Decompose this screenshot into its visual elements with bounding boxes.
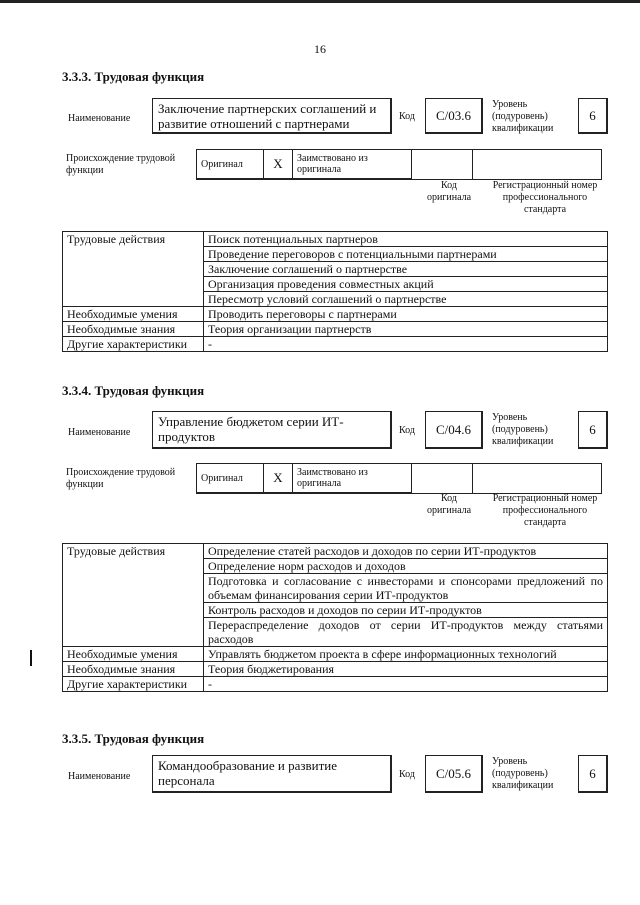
reg-number-label: Регистрационный номер профессионального стандарта (492, 180, 598, 215)
margin-mark (30, 650, 32, 666)
labor-action: Заключение соглашений о партнерстве (204, 262, 608, 277)
origin-label: Происхождение трудовой функции (66, 153, 176, 176)
code-original-label: Код оригинала (426, 493, 472, 516)
origin-label: Происхождение трудовой функции (66, 467, 176, 490)
code-original-label: Код оригинала (426, 180, 472, 203)
knowledge-value: Теория бюджетирования (204, 662, 608, 677)
function-code: C/03.6 (425, 98, 483, 134)
skills-value: Управлять бюджетом проекта в сфере информационных технологий (204, 647, 608, 662)
skills-label: Необходимые умения (63, 307, 204, 322)
name-label: Наименование (68, 427, 131, 438)
labor-action: Определение статей расходов и доходов по серии ИТ-продуктов (204, 544, 608, 559)
code-label: Код (399, 425, 415, 436)
labor-actions-table (62, 543, 608, 692)
reg-number-cell (473, 150, 602, 180)
labor-actions-label: Трудовые действия (63, 544, 204, 647)
function-name: Управление бюджетом серии ИТ-продуктов (152, 411, 392, 449)
labor-action: Проведение переговоров с потенциальными партнерами (204, 247, 608, 262)
section-heading: 3.3.5. Трудовая функция (62, 731, 205, 746)
code-label: Код (399, 111, 415, 122)
other-value: - (204, 677, 608, 692)
knowledge-value: Теория организации партнерств (204, 322, 608, 337)
labor-action: Определение норм расходов и доходов (204, 559, 608, 574)
origin-table (196, 149, 602, 180)
skills-value: Проводить переговоры с партнерами (204, 307, 608, 322)
labor-actions-table (62, 231, 608, 352)
function-name: Командообразование и развитие персонала (152, 755, 392, 793)
function-code: C/04.6 (425, 411, 483, 449)
section-heading: 3.3.4. Трудовая функция (62, 383, 205, 398)
labor-action: Контроль расходов и доходов по серии ИТ-продуктов (204, 603, 608, 618)
origin-table (196, 463, 602, 494)
code-label: Код (399, 769, 415, 780)
original-label: Оригинал (197, 464, 264, 494)
borrowed-label: Заимствовано из оригинала (293, 150, 412, 180)
labor-action: Пересмотр условий соглашений о партнерстве (204, 292, 608, 307)
reg-number-cell (473, 464, 602, 494)
name-label: Наименование (68, 771, 131, 782)
other-label: Другие характеристики (63, 337, 204, 352)
function-name: Заключение партнерских соглашений и развитие отношений с партнерами (152, 98, 392, 134)
function-code: C/05.6 (425, 755, 483, 793)
knowledge-label: Необходимые знания (63, 322, 204, 337)
labor-actions-label: Трудовые действия (63, 232, 204, 307)
level-label: Уровень (подуровень) квалификации (492, 412, 554, 447)
top-border-line (0, 0, 640, 3)
level-value: 6 (578, 411, 608, 449)
level-label: Уровень (подуровень) квалификации (492, 756, 554, 791)
original-mark: X (264, 464, 293, 494)
reg-number-label: Регистрационный номер профессионального стандарта (492, 493, 598, 528)
other-value: - (204, 337, 608, 352)
page-number: 16 (314, 42, 326, 56)
labor-action: Перераспределение доходов от серии ИТ-продуктов между статьями расходов (204, 618, 608, 647)
other-label: Другие характеристики (63, 677, 204, 692)
level-label: Уровень (подуровень) квалификации (492, 99, 554, 134)
code-original-cell (412, 150, 473, 180)
labor-action: Подготовка и согласование с инвесторами и спонсорами предложений по объемам финансирования серии ИТ-продуктов (204, 574, 608, 603)
section-heading: 3.3.3. Трудовая функция (62, 69, 205, 84)
knowledge-label: Необходимые знания (63, 662, 204, 677)
labor-action: Организация проведения совместных акций (204, 277, 608, 292)
original-mark: X (264, 150, 293, 180)
name-label: Наименование (68, 113, 131, 124)
level-value: 6 (578, 98, 608, 134)
borrowed-label: Заимствовано из оригинала (293, 464, 412, 494)
original-label: Оригинал (197, 150, 264, 180)
labor-action: Поиск потенциальных партнеров (204, 232, 608, 247)
level-value: 6 (578, 755, 608, 793)
code-original-cell (412, 464, 473, 494)
skills-label: Необходимые умения (63, 647, 204, 662)
